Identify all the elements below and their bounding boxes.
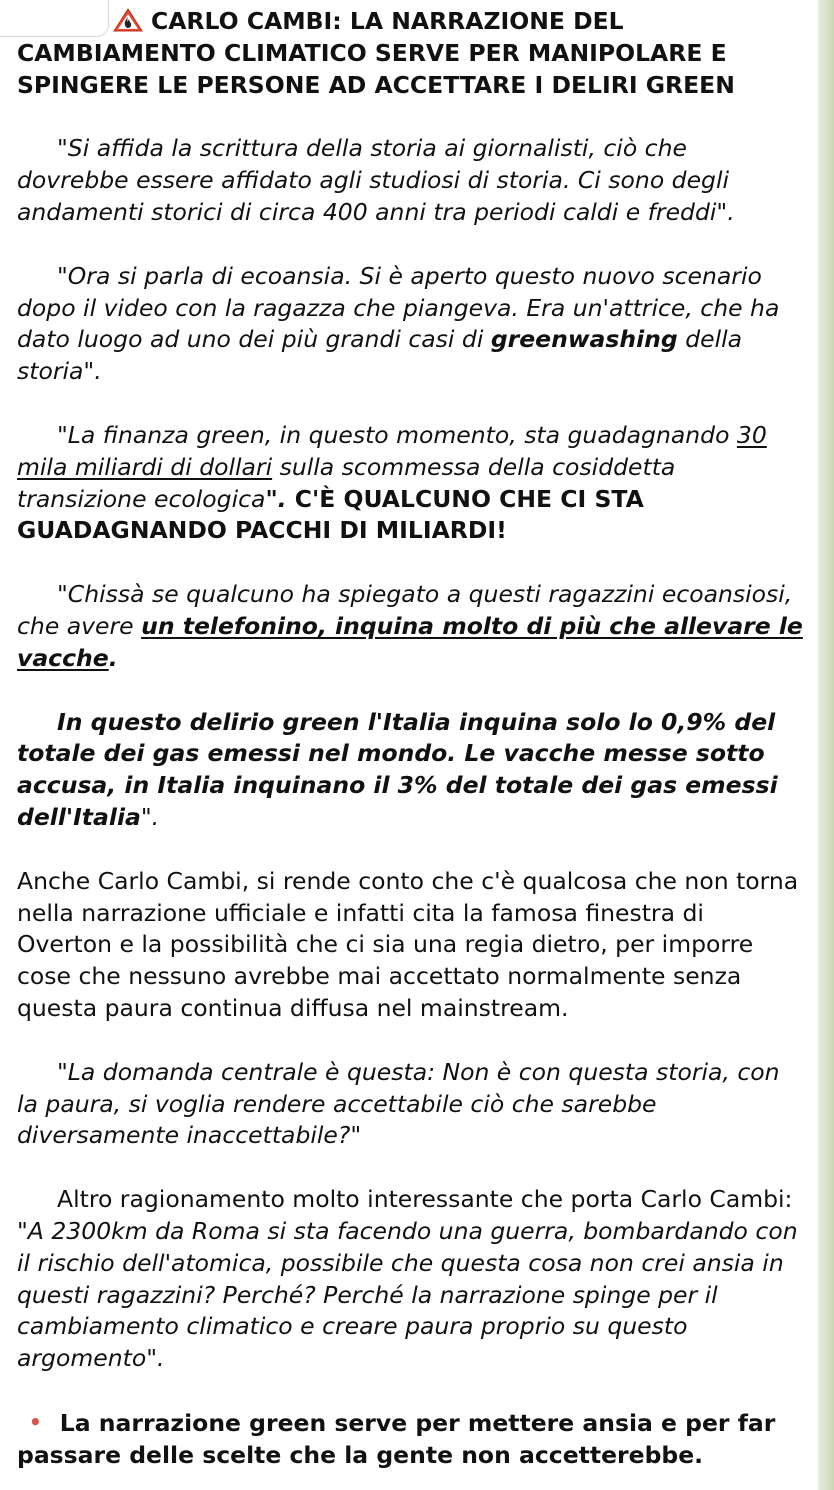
phone-cows-underlined: un telefonino, inquina molto di più che allevare le vacche — [17, 611, 803, 672]
warning-fire-icon — [113, 8, 143, 32]
headline-line-1: CARLO CAMBI: LA NARRAZIONE DEL — [151, 7, 624, 35]
paragraph-phone-cows — [17, 579, 803, 674]
chat-background-edge — [818, 0, 834, 1490]
overton-text: Anche Carlo Cambi, si rende conto che c'è qualcosa che non torna nella narrazione ufficiale e infatti cita la famosa finestra di Overton e la possibilità che ci sia una regia dietro, per imporre cose che nessuno avrebbe mai accettato normalmente senza questa paura continua diffusa nel mainstream. — [17, 866, 799, 1022]
italy-emissions-text: In questo delirio green l'Italia inquina solo lo 0,9% del totale dei gas emessi nel mondo. Le vacche messe sotto accusa, in Italia inquinano il 3% del totale dei gas emessi dell'Italia — [17, 707, 778, 831]
italy-emissions-close: ". — [140, 802, 160, 831]
bullet-icon: • — [29, 1409, 42, 1434]
paragraph-central-question — [17, 1057, 803, 1152]
bullet-conclusion-text: La narrazione green serve per mettere ansia e per far passare delle scelte che la gente non accetterebbe. — [17, 1408, 776, 1469]
paragraph-quote-ecoansia — [17, 261, 803, 388]
war-reasoning-plain: Altro ragionamento molto interessante che porta Carlo Cambi: — [57, 1185, 793, 1214]
quote-ecoansia-end: della storia". — [17, 325, 743, 386]
finance-caps-statement: C'È QUALCUNO CHE CI STA GUADAGNANDO PACCHI DI MILIARDI! — [17, 484, 644, 545]
finance-amount-underlined: 30 mila miliardi di dollari — [17, 420, 767, 481]
quote-history-text: "Si affida la scrittura della storia ai giornalisti, ciò che dovrebbe essere affidato agli studiosi di storia. Ci sono degli andamenti storici di circa 400 anni tra periodi caldi e freddi". — [17, 134, 735, 226]
headline — [17, 6, 803, 101]
paragraph-overton — [17, 866, 803, 1025]
paragraph-war-reasoning — [17, 1184, 803, 1375]
war-reasoning-quote: "A 2300km da Roma si sta facendo una guerra, bombardando con il rischio dell'atomica, possibile che questa cosa non crei ansia in questi ragazzini? Perché? Perché la narrazione spinge per il cambiamento climatico e creare paura proprio su questo argomento". — [17, 1216, 798, 1373]
central-question-text: "La domanda centrale è questa: Non è con questa storia, con la paura, si voglia rendere accettabile ciò che sarebbe diversamente inaccettabile?" — [17, 1057, 780, 1150]
paragraph-quote-history — [17, 133, 803, 228]
finance-quote-close: ". — [265, 484, 287, 513]
paragraph-italy-emissions — [17, 707, 803, 834]
headline-line-2: CAMBIAMENTO CLIMATICO SERVE PER MANIPOLARE E — [17, 38, 727, 67]
finance-text-start: "La finanza green, in questo momento, sta guadagnando — [57, 420, 737, 449]
finance-text-middle: sulla scommessa della cosiddetta transizione ecologica — [17, 452, 676, 513]
bullet-conclusion — [17, 1407, 803, 1472]
quote-ecoansia-text: "Ora si parla di ecoansia. Si è aperto questo nuovo scenario dopo il video con la ragazza che piangeva. Era un'attrice, che ha dato luogo ad uno dei più grandi casi di — [17, 261, 780, 354]
greenwashing-bold: greenwashing — [490, 325, 678, 354]
phone-cows-end: . — [108, 643, 118, 672]
message-content — [17, 6, 803, 1471]
phone-cows-text: "Chissà se qualcuno ha spiegato a questi ragazzini ecoansiosi, che avere — [17, 580, 793, 640]
paragraph-green-finance — [17, 420, 803, 547]
headline-line-3: SPINGERE LE PERSONE AD ACCETTARE I DELIRI GREEN — [17, 70, 735, 99]
